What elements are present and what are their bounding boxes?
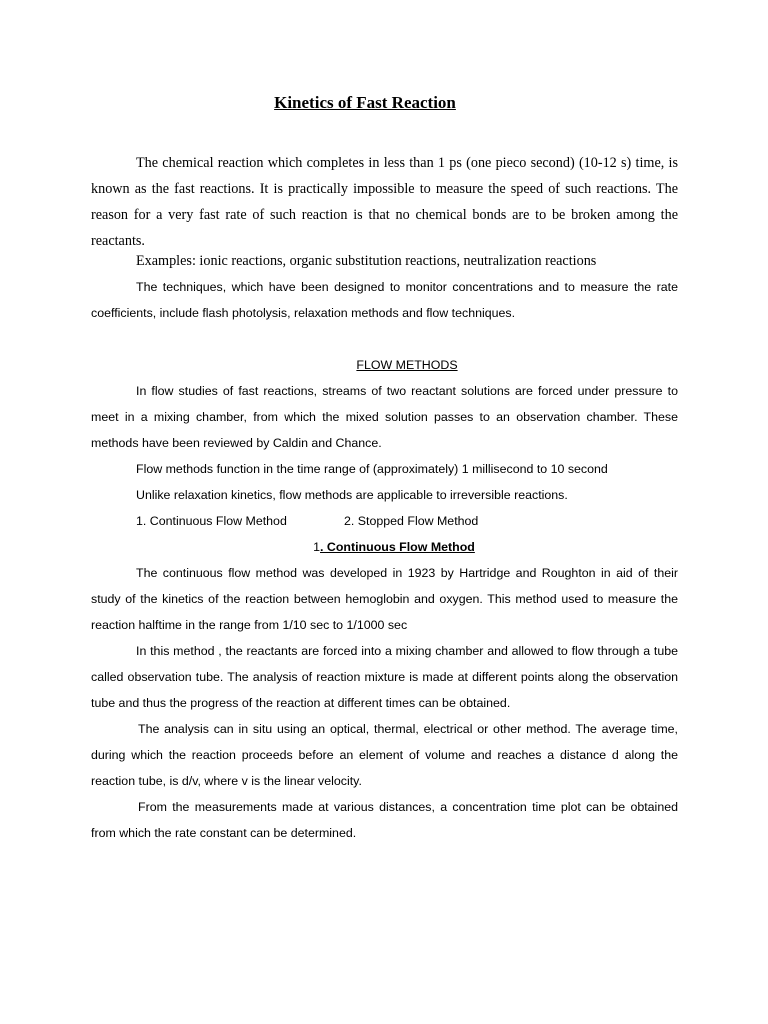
flow-intro-paragraph: In flow studies of fast reactions, streams of two reactant solutions are forced under pressure to meet in a mixing chamber, from which the mixed solution passes to an observation chamber. These methods have been reviewed by Caldin and Chance. [91, 384, 678, 450]
method-2-label: 2. Stopped Flow Method [344, 514, 479, 528]
cfm-paragraph-2: In this method , the reactants are forced into a mixing chamber and allowed to flow through a tube called observation tube. The analysis of reaction mixture is made at different points along the observation tube and thus the progress of the reaction at different times can be obtained. [91, 644, 678, 710]
flow-irreversible-line: Unlike relaxation kinetics, flow methods are applicable to irreversible reactions. [136, 488, 568, 502]
intro-paragraph: The chemical reaction which completes in less than 1 ps (one pieco second) (10-12 s) time, is known as the fast reactions. It is practically impossible to measure the speed of such reactions. The reason for a very fast rate of such reaction is that no chemical bonds are to be broken among the reactants. [91, 155, 678, 249]
continuous-flow-heading-number: 1 [313, 540, 321, 554]
continuous-flow-heading [0, 534, 768, 560]
method-1-label: 1. Continuous Flow Method [136, 514, 287, 528]
continuous-flow-heading-text: . Continuous Flow Method [320, 540, 475, 554]
techniques-paragraph: The techniques, which have been designed to monitor concentrations and to measure the rate coefficients, include flash photolysis, relaxation methods and flow techniques. [91, 280, 678, 320]
cfm-paragraph-1: The continuous flow method was developed in 1923 by Hartridge and Roughton in aid of their study of the kinetics of the reaction between hemoglobin and oxygen. This method used to measure the reaction halftime in the range from 1/10 sec to 1/1000 sec [91, 566, 678, 632]
document-title: Kinetics of Fast Reaction [274, 93, 456, 112]
flow-time-range-line: Flow methods function in the time range of (approximately) 1 millisecond to 10 second [136, 462, 608, 476]
examples-line: Examples: ionic reactions, organic substitution reactions, neutralization reactions [136, 253, 597, 269]
cfm-paragraph-3: The analysis can in situ using an optical, thermal, electrical or other method. The average time, during which the reaction proceeds before an element of volume and reaches a distance d along the reaction tube, is d/v, where v is the linear velocity. [91, 722, 678, 788]
cfm-paragraph-4: From the measurements made at various distances, a concentration time plot can be obtained from which the rate constant can be determined. [91, 800, 678, 840]
flow-methods-heading: FLOW METHODS [356, 358, 458, 372]
